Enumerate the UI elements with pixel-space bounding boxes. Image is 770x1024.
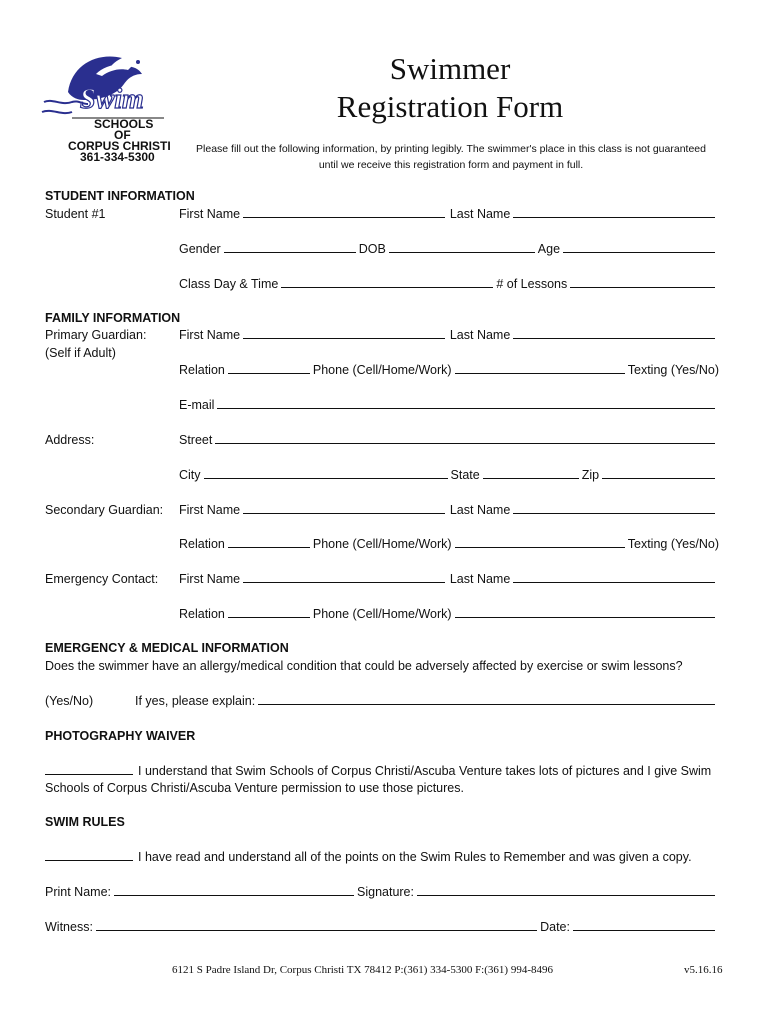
footer-address: 6121 S Padre Island Dr, Corpus Christi TX 78412 P:(361) 334-5300 F:(361) 994-8496 [172, 964, 553, 976]
logo-swim-text: Swim [80, 84, 144, 115]
logo-of: OF [114, 128, 131, 142]
first-name-label: First Name [179, 572, 241, 586]
student-gender-row [179, 241, 715, 257]
footer-version: v5.16.16 [684, 964, 723, 976]
emergency-last-name-field[interactable] [513, 571, 715, 583]
section-student-heading: STUDENT INFORMATION [45, 189, 195, 203]
first-name-label: First Name [179, 328, 241, 342]
street-field[interactable] [215, 432, 715, 444]
primary-guardian-sublabel: (Self if Adult) [45, 346, 116, 360]
class-day-time-field[interactable] [281, 276, 493, 288]
emergency-first-name-field[interactable] [243, 571, 445, 583]
primary-name-row [179, 327, 715, 343]
student-label: Student #1 [45, 207, 106, 221]
primary-relation-field[interactable] [228, 362, 310, 374]
first-name-label: First Name [179, 503, 241, 517]
dob-label: DOB [358, 242, 386, 256]
logo-corpus-christi: CORPUS CHRISTI [68, 139, 171, 153]
emergency-name-row [179, 571, 715, 587]
rules-initials-field[interactable] [45, 849, 133, 861]
rules-text: I have read and understand all of the points on the Swim Rules to Remember and was given a copy. [138, 850, 692, 864]
section-rules-heading: SWIM RULES [45, 815, 125, 829]
signature-label: Signature: [357, 885, 414, 899]
zip-label: Zip [581, 468, 600, 482]
primary-guardian-label: Primary Guardian: [45, 328, 147, 342]
medical-yesno-label: (Yes/No) [45, 694, 94, 708]
lessons-field[interactable] [570, 276, 715, 288]
logo [38, 44, 188, 164]
dob-field[interactable] [389, 241, 535, 253]
witness-label: Witness: [45, 920, 93, 934]
class-day-time-label: Class Day & Time [179, 277, 279, 291]
section-medical-heading: EMERGENCY & MEDICAL INFORMATION [45, 641, 289, 655]
witness-field[interactable] [96, 919, 537, 931]
date-field[interactable] [573, 919, 715, 931]
witness-row [45, 919, 715, 935]
street-row [179, 432, 715, 448]
city-row [179, 467, 715, 483]
texting-label: Texting (Yes/No) [627, 363, 719, 377]
primary-relation-row [179, 362, 719, 378]
secondary-phone-field[interactable] [455, 536, 625, 548]
age-field[interactable] [563, 241, 715, 253]
secondary-name-row [179, 502, 715, 518]
lessons-label: # of Lessons [496, 277, 568, 291]
logo-phone: 361-334-5300 [80, 150, 155, 164]
photo-waiver-text-2: Schools of Corpus Christi/Ascuba Venture permission to use those pictures. [45, 781, 464, 795]
primary-phone-field[interactable] [455, 362, 625, 374]
student-name-row [179, 206, 715, 222]
primary-last-name-field[interactable] [513, 327, 715, 339]
section-photo-heading: PHOTOGRAPHY WAIVER [45, 729, 196, 743]
emergency-phone-field[interactable] [455, 606, 715, 618]
page-title [300, 50, 600, 126]
phone-label: Phone (Cell/Home/Work) [312, 607, 452, 621]
photo-waiver-row [45, 763, 725, 779]
city-label: City [179, 468, 201, 482]
relation-label: Relation [179, 363, 225, 377]
primary-email-row [179, 397, 715, 413]
title-line-1: Swimmer [389, 51, 511, 86]
rules-row [45, 849, 725, 865]
explain-label: If yes, please explain: [135, 694, 256, 708]
phone-label: Phone (Cell/Home/Work) [312, 363, 452, 377]
medical-explain-row [135, 693, 715, 709]
last-name-label: Last Name [449, 572, 511, 586]
primary-email-field[interactable] [217, 397, 715, 409]
last-name-label: Last Name [449, 207, 511, 221]
gender-label: Gender [179, 242, 221, 256]
texting-label: Texting (Yes/No) [627, 537, 719, 551]
photo-waiver-text-1: I understand that Swim Schools of Corpus Christi/Ascuba Venture takes lots of pictures and I give Swim [138, 764, 712, 778]
gender-field[interactable] [224, 241, 356, 253]
print-name-row [45, 884, 715, 900]
secondary-relation-field[interactable] [228, 536, 310, 548]
secondary-relation-row [179, 536, 719, 552]
address-label: Address: [45, 433, 95, 447]
student-first-name-field[interactable] [243, 206, 445, 218]
emergency-contact-label: Emergency Contact: [45, 572, 159, 586]
secondary-first-name-field[interactable] [243, 502, 445, 514]
secondary-guardian-label: Secondary Guardian: [45, 503, 164, 517]
zip-field[interactable] [602, 467, 715, 479]
date-label: Date: [540, 920, 570, 934]
street-label: Street [179, 433, 213, 447]
title-line-2: Registration Form [336, 89, 564, 124]
print-name-label: Print Name: [45, 885, 111, 899]
state-label: State [450, 468, 480, 482]
email-label: E-mail [179, 398, 215, 412]
first-name-label: First Name [179, 207, 241, 221]
intro-text: Please fill out the following information, by printing legibly. The swimmer's place in this class is not guaranteed until we receive this registration form and payment in full. [196, 143, 706, 171]
last-name-label: Last Name [449, 328, 511, 342]
signature-field[interactable] [417, 884, 715, 896]
primary-first-name-field[interactable] [243, 327, 445, 339]
emergency-relation-row [179, 606, 715, 622]
age-label: Age [537, 242, 561, 256]
relation-label: Relation [179, 607, 225, 621]
medical-explain-field[interactable] [258, 693, 715, 705]
print-name-field[interactable] [114, 884, 354, 896]
relation-label: Relation [179, 537, 225, 551]
city-field[interactable] [204, 467, 448, 479]
photo-initials-field[interactable] [45, 763, 133, 775]
phone-label: Phone (Cell/Home/Work) [312, 537, 452, 551]
section-family-heading: FAMILY INFORMATION [45, 311, 181, 325]
last-name-label: Last Name [449, 503, 511, 517]
medical-question: Does the swimmer have an allergy/medical condition that could be adversely affected by exercise or swim lessons? [45, 659, 683, 673]
student-class-row [179, 276, 715, 292]
emergency-relation-field[interactable] [228, 606, 310, 618]
student-last-name-field[interactable] [513, 206, 715, 218]
state-field[interactable] [483, 467, 579, 479]
logo-schools: SCHOOLS [94, 117, 154, 131]
secondary-last-name-field[interactable] [513, 502, 715, 514]
